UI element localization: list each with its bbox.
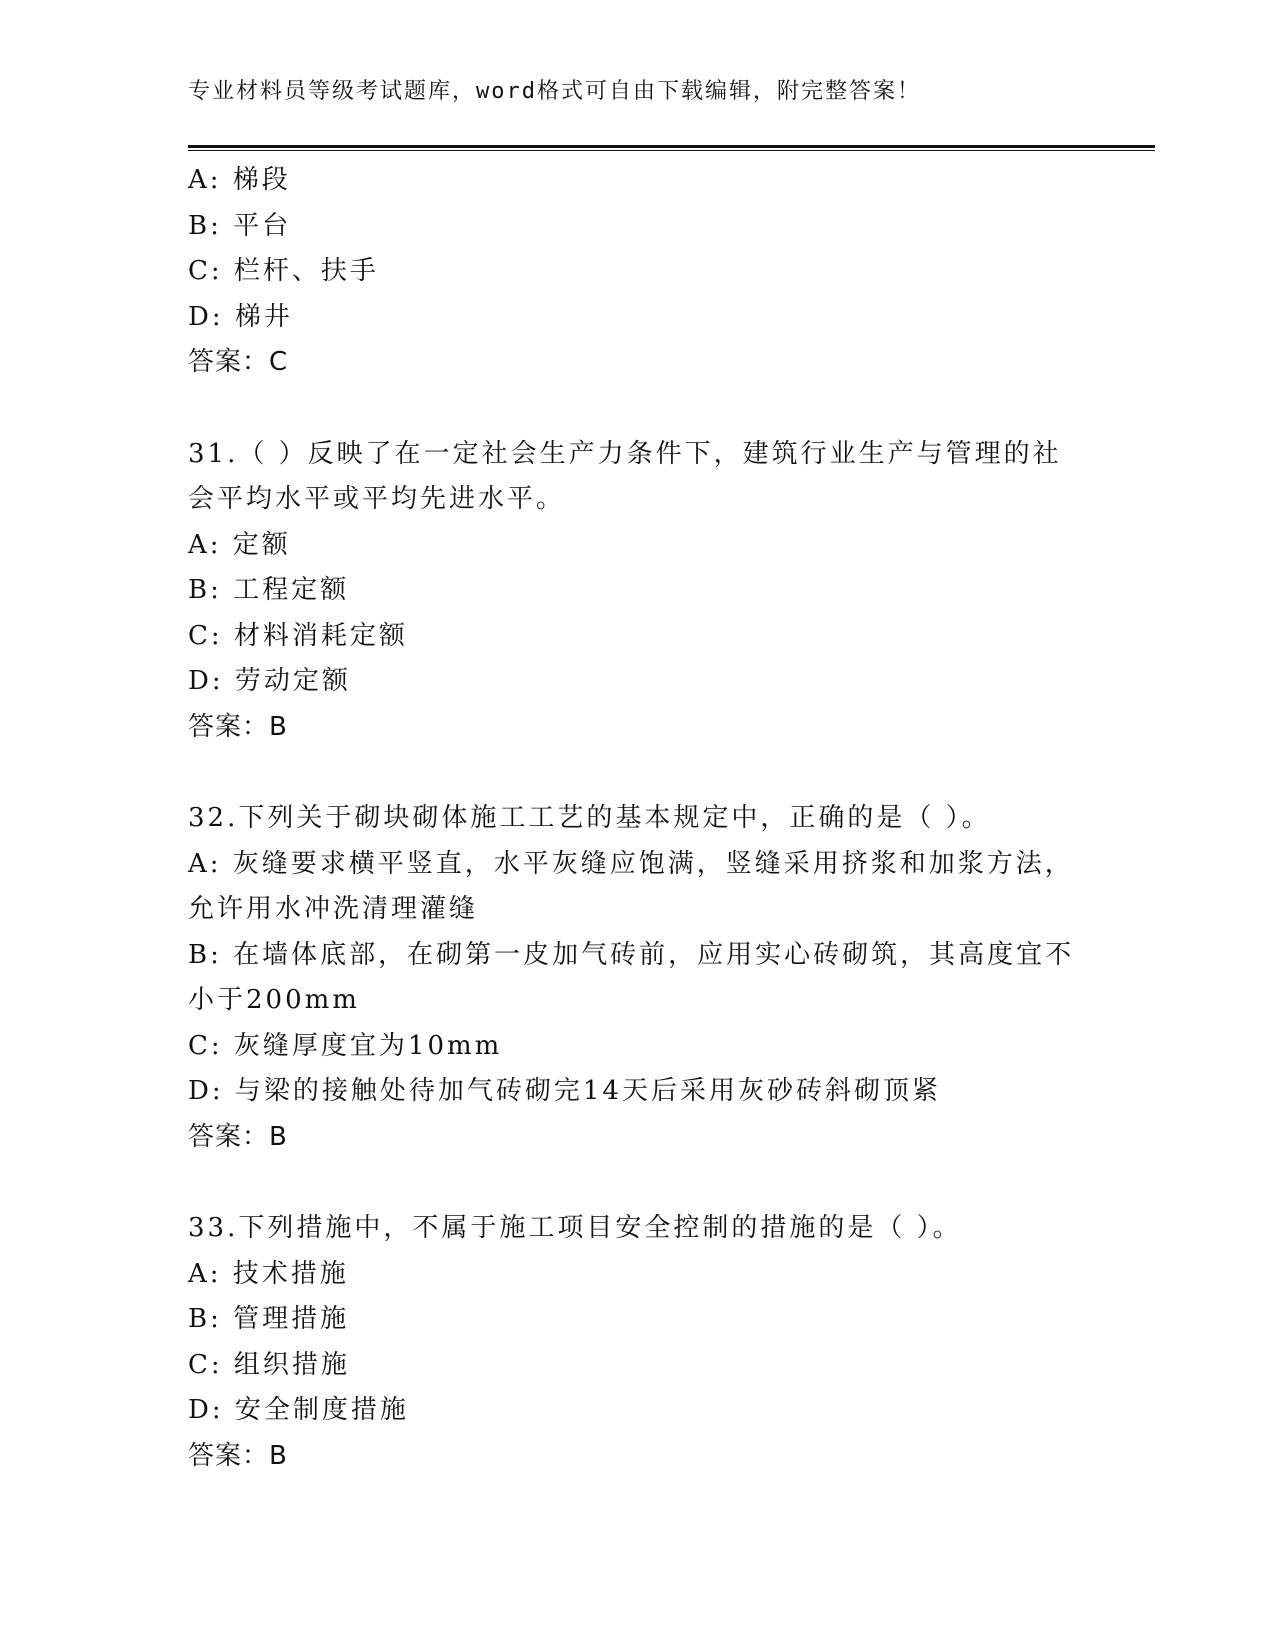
option-d: D: 梯井 xyxy=(188,301,293,332)
option-d: D: 安全制度措施 xyxy=(188,1395,409,1425)
option-a: A: 梯段 xyxy=(188,165,291,195)
answer-line: 答案：B xyxy=(188,1121,288,1152)
header-rule-thin xyxy=(188,150,1155,151)
option-c: C: 栏杆、扶手 xyxy=(188,256,379,286)
header-rule-thick xyxy=(188,145,1155,148)
option-d: D: 劳动定额 xyxy=(188,666,351,696)
question-stem: 31.（ ）反映了在一定社会生产力条件下，建筑行业生产与管理的社 xyxy=(188,438,1062,469)
option-b: B: 管理措施 xyxy=(188,1304,350,1334)
question-stem-continued: 会平均水平或平均先进水平。 xyxy=(188,484,566,514)
option-c: C: 组织措施 xyxy=(188,1349,350,1380)
option-a: A: 灰缝要求横平竖直，水平灰缝应饱满，竖缝采用挤浆和加浆方法， xyxy=(188,848,1074,879)
option-b: B: 工程定额 xyxy=(188,575,350,605)
question-stem: 33.下列措施中，不属于施工项目安全控制的措施的是（ ）。 xyxy=(188,1213,962,1243)
answer-line: 答案：C xyxy=(188,347,289,377)
question-32-block xyxy=(188,796,1088,1160)
question-33-block xyxy=(188,1206,1088,1479)
option-a: A: 技术措施 xyxy=(188,1258,349,1289)
option-b: B: 平台 xyxy=(188,210,292,241)
option-c: C: 灰缝厚度宜为10mm xyxy=(188,1030,503,1061)
page-header: 专业材料员等级考试题库，word格式可自由下载编辑，附完整答案！ xyxy=(188,79,921,104)
option-a: A: 定额 xyxy=(188,529,291,560)
question-content xyxy=(188,158,1088,1479)
question-stem: 32.下列关于砌块砌体施工工艺的基本规定中，正确的是（ ）。 xyxy=(188,803,991,833)
option-a-continued: 允许用水冲洗清理灌缝 xyxy=(188,894,479,924)
question-30-block xyxy=(188,158,1088,386)
option-c: C: 材料消耗定额 xyxy=(188,620,408,651)
answer-line: 答案：B xyxy=(188,1440,288,1471)
answer-line: 答案：B xyxy=(188,711,288,742)
option-b-continued: 小于200mm xyxy=(188,985,360,1015)
option-d: D: 与梁的接触处待加气砖砌完14天后采用灰砂砖斜砌顶紧 xyxy=(188,1076,941,1106)
option-b: B: 在墙体底部，在砌第一皮加气砖前，应用实心砖砌筑，其高度宜不 xyxy=(188,939,1075,970)
question-31-block xyxy=(188,432,1088,751)
